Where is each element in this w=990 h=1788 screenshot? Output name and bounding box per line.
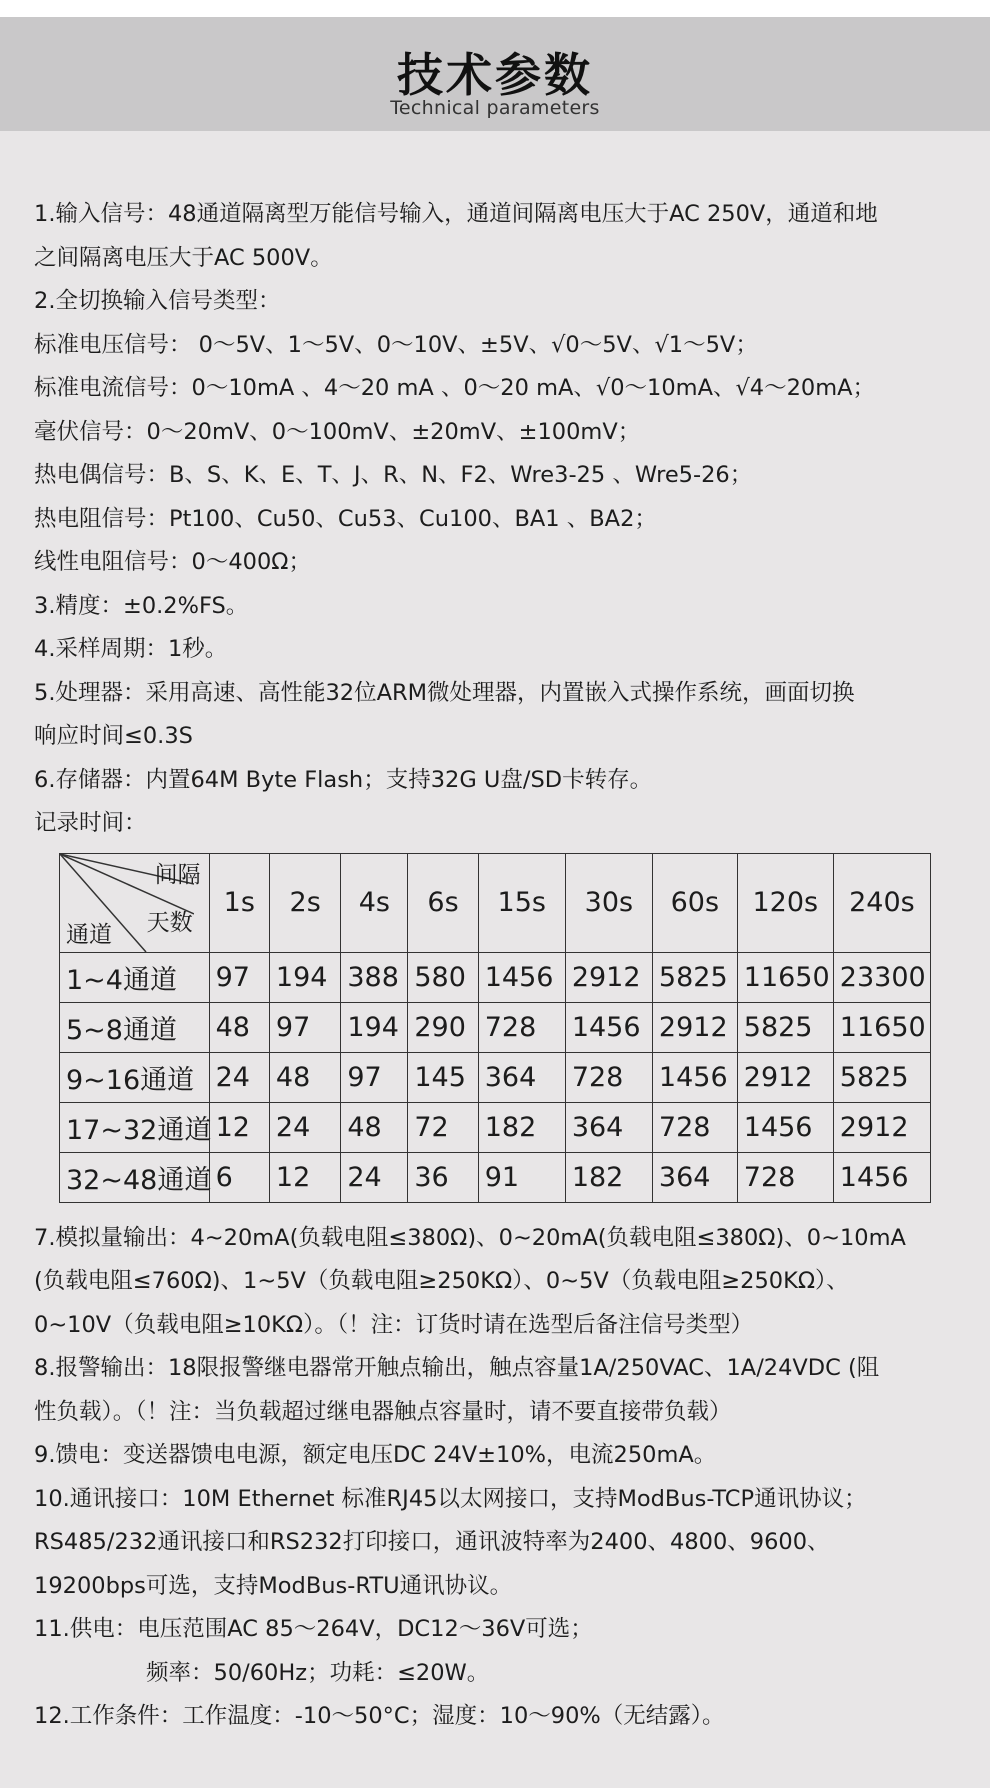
channel-cell: 32~48通道 xyxy=(60,1152,210,1202)
corner-label-days: 天数 xyxy=(146,909,193,936)
days-value-cell: 364 xyxy=(565,1102,652,1152)
days-value-cell: 145 xyxy=(408,1052,478,1102)
days-value-cell: 72 xyxy=(408,1102,478,1152)
spec-line: 3.精度：±0.2%FS。 xyxy=(34,592,249,619)
days-value-cell: 1456 xyxy=(565,1002,652,1052)
days-value-cell: 2912 xyxy=(737,1052,833,1102)
days-value-cell: 364 xyxy=(478,1052,565,1102)
days-value-cell: 24 xyxy=(269,1102,340,1152)
days-value-cell: 1456 xyxy=(652,1052,737,1102)
days-value-cell: 23300 xyxy=(833,952,930,1002)
days-value-cell: 1456 xyxy=(833,1152,930,1202)
days-value-cell: 11650 xyxy=(833,1002,930,1052)
spec-line: 7.模拟量输出：4~20mA(负载电阻≤380Ω)、0~20mA(负载电阻≤380Ω)、0~10mA xyxy=(34,1224,906,1251)
days-value-cell: 728 xyxy=(737,1152,833,1202)
record-time-table-wrap xyxy=(59,853,964,1203)
days-value-cell: 48 xyxy=(269,1052,340,1102)
spec-line: 0~10V（负载电阻≥10KΩ）。（！注：订货时请在选型后备注信号类型） xyxy=(34,1311,754,1338)
days-value-cell: 1456 xyxy=(478,952,565,1002)
spec-line: 热电偶信号：B、S、K、E、T、J、R、N、F2、Wre3-25 、Wre5-26； xyxy=(34,462,753,488)
spec-line: 记录时间： xyxy=(34,810,147,836)
days-value-cell: 388 xyxy=(341,952,408,1002)
days-value-cell: 97 xyxy=(341,1052,408,1102)
days-value-cell: 728 xyxy=(652,1102,737,1152)
days-value-cell: 290 xyxy=(408,1002,478,1052)
channel-cell: 5~8通道 xyxy=(60,1002,210,1052)
spec-line: 之间隔离电压大于AC 500V。 xyxy=(34,244,333,271)
interval-header-cell: 2s xyxy=(269,853,340,952)
interval-header-cell: 1s xyxy=(209,853,269,952)
days-value-cell: 6 xyxy=(209,1152,269,1202)
spec-line: 频率：50/60Hz；功耗：≤20W。 xyxy=(146,1659,490,1686)
spec-line: 性负载）。（！注：当负载超过继电器触点容量时，请不要直接带负载） xyxy=(34,1398,732,1425)
corner-label-channel: 通道 xyxy=(66,921,112,948)
days-value-cell: 5825 xyxy=(833,1052,930,1102)
spec-line: RS485/232通讯接口和RS232打印接口，通讯波特率为2400、4800、9600、 xyxy=(34,1529,830,1555)
days-value-cell: 1456 xyxy=(737,1102,833,1152)
days-value-cell: 97 xyxy=(209,952,269,1002)
interval-header-cell: 15s xyxy=(478,853,565,952)
days-value-cell: 182 xyxy=(478,1102,565,1152)
page-subtitle: Technical parameters xyxy=(390,97,600,119)
spec-list-before-table xyxy=(34,193,964,846)
days-value-cell: 728 xyxy=(565,1052,652,1102)
interval-header-cell: 30s xyxy=(565,853,652,952)
spec-line: 12.工作条件：工作温度：-10～50°C；湿度：10～90%（无结露）。 xyxy=(34,1703,725,1729)
spec-line: 8.报警输出：18限报警继电器常开触点输出，触点容量1A/250VAC、1A/24VDC (阻 xyxy=(34,1355,880,1381)
record-time-table xyxy=(59,853,931,1203)
days-value-cell: 91 xyxy=(478,1152,565,1202)
days-value-cell: 2912 xyxy=(833,1102,930,1152)
table-row xyxy=(60,952,931,1002)
corner-label-interval: 间隔 xyxy=(154,861,201,888)
days-value-cell: 11650 xyxy=(737,952,833,1002)
days-value-cell: 12 xyxy=(269,1152,340,1202)
top-strip xyxy=(0,0,990,17)
days-value-cell: 5825 xyxy=(652,952,737,1002)
interval-header-cell: 6s xyxy=(408,853,478,952)
spec-line: 线性电阻信号：0～400Ω； xyxy=(34,549,311,575)
spec-line: 6.存储器：内置64M Byte Flash；支持32G U盘/SD卡转存。 xyxy=(34,766,653,793)
spec-line: 2.全切换输入信号类型： xyxy=(34,288,281,314)
spec-line: (负载电阻≤760Ω)、1~5V（负载电阻≥250KΩ）、0~5V（负载电阻≥250KΩ）、 xyxy=(34,1268,849,1294)
table-body xyxy=(60,952,931,1202)
interval-header-cell: 240s xyxy=(833,853,930,952)
interval-header-cell: 120s xyxy=(737,853,833,952)
header-banner xyxy=(0,17,990,131)
days-value-cell: 36 xyxy=(408,1152,478,1202)
spec-line: 10.通讯接口：10M Ethernet 标准RJ45以太网接口，支持ModBus-TCP通讯协议； xyxy=(34,1485,867,1512)
spec-line: 4.采样周期：1秒。 xyxy=(34,636,228,662)
channel-cell: 9~16通道 xyxy=(60,1052,210,1102)
channel-cell: 1~4通道 xyxy=(60,952,210,1002)
days-value-cell: 364 xyxy=(652,1152,737,1202)
days-value-cell: 194 xyxy=(341,1002,408,1052)
spec-line: 11.供电：电压范围AC 85～264V，DC12～36V可选； xyxy=(34,1616,593,1642)
spec-line: 毫伏信号：0～20mV、0～100mV、±20mV、±100mV； xyxy=(34,418,641,445)
days-value-cell: 182 xyxy=(565,1152,652,1202)
days-value-cell: 48 xyxy=(209,1002,269,1052)
days-value-cell: 24 xyxy=(341,1152,408,1202)
channel-cell: 17~32通道 xyxy=(60,1102,210,1152)
table-row xyxy=(60,1152,931,1202)
days-value-cell: 2912 xyxy=(565,952,652,1002)
days-value-cell: 12 xyxy=(209,1102,269,1152)
spec-line: 5.处理器：采用高速、高性能32位ARM微处理器，内置嵌入式操作系统，画面切换 xyxy=(34,679,855,706)
spec-line: 1.输入信号：48通道隔离型万能信号输入，通道间隔离电压大于AC 250V，通道和地 xyxy=(34,201,878,227)
days-value-cell: 48 xyxy=(341,1102,408,1152)
table-row xyxy=(60,1002,931,1052)
days-value-cell: 2912 xyxy=(652,1002,737,1052)
table-header-row xyxy=(60,853,931,952)
spec-line: 9.馈电：变送器馈电电源，额定电压DC 24V±10%，电流250mA。 xyxy=(34,1442,717,1468)
days-value-cell: 97 xyxy=(269,1002,340,1052)
spec-line: 19200bps可选，支持ModBus-RTU通讯协议。 xyxy=(34,1572,513,1599)
spec-line: 热电阻信号：Pt100、Cu50、Cu53、Cu100、BA1 、BA2； xyxy=(34,505,657,532)
spec-content xyxy=(34,193,964,1739)
days-value-cell: 580 xyxy=(408,952,478,1002)
days-value-cell: 728 xyxy=(478,1002,565,1052)
table-row xyxy=(60,1102,931,1152)
spec-line: 标准电流信号：0～10mA 、4～20 mA 、0～20 mA、√0～10mA、√4～20mA； xyxy=(34,375,876,401)
page-title: 技术参数 xyxy=(397,48,593,102)
days-value-cell: 24 xyxy=(209,1052,269,1102)
table-row xyxy=(60,1052,931,1102)
spec-line: 标准电压信号： 0～5V、1～5V、0～10V、±5V、√0～5V、√1～5V； xyxy=(34,331,758,358)
spec-list-after-table xyxy=(34,1217,964,1739)
interval-header-cell: 60s xyxy=(652,853,737,952)
days-value-cell: 194 xyxy=(269,952,340,1002)
table-corner-cell xyxy=(60,853,210,952)
spec-line: 响应时间≤0.3S xyxy=(34,723,193,749)
interval-header-cell: 4s xyxy=(341,853,408,952)
days-value-cell: 5825 xyxy=(737,1002,833,1052)
